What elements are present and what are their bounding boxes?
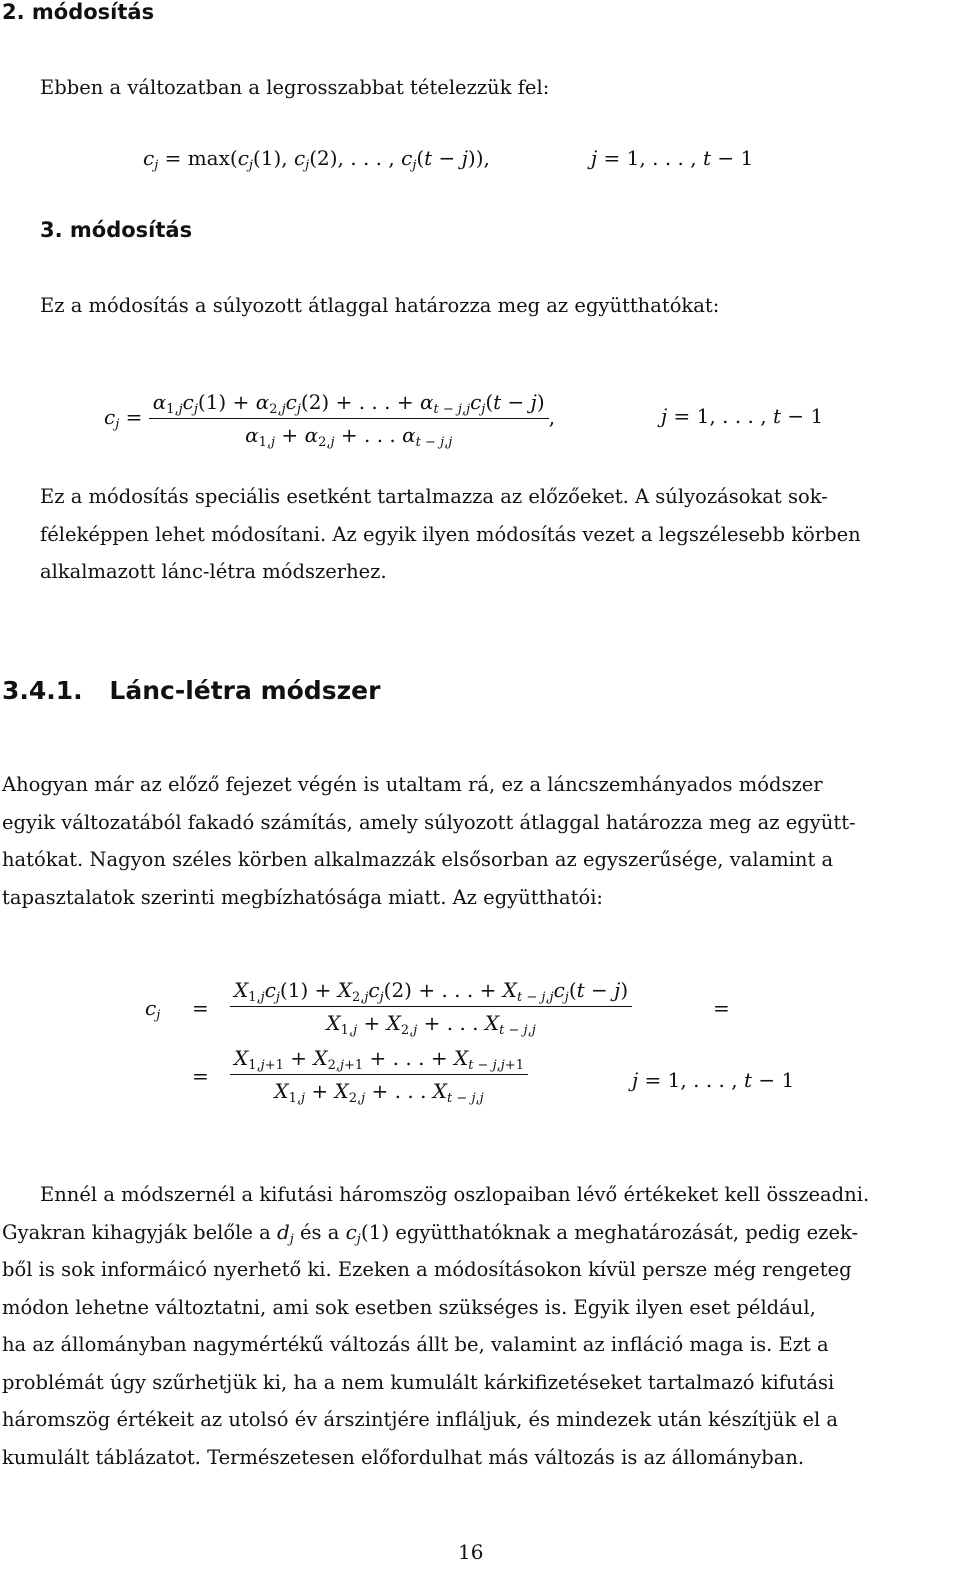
section-heading-3: 3. módosítás (40, 218, 193, 242)
text-line: háromszög értékeit az utolsó év árszintjére infláljuk, és mindezek után készítjük el a (2, 1408, 839, 1431)
equation-max-range: j = 1, . . . , t − 1 (591, 146, 754, 170)
equation-chain-ladder-frac2: $\frac{X_{1,j+1} + X_{2,j+1} + . . . + X_{t - j,j+1}}{X_{1,j} + X_{2,j} + . . . X_{t - j,j}}$ (230, 1046, 528, 1103)
text-line: módon lehetne változtatni, ami sok esetben szükséges is. Egyik ilyen eset például, (2, 1295, 816, 1319)
text-line: Ahogyan már az előző fejezet végén is utaltam rá, ez a láncszemhányados módszer (2, 773, 823, 796)
equation-weighted: $c_j$ = $\frac{\alpha_{1,j}c_j(1) + \alpha_{2,j}c_j(2) + . . . + \alpha_{t - j,j}c_j(t - j)}{\alpha_{1,j} + \alpha_{2,j} + . . . \alpha_{t - j,j}}$ , (104, 390, 556, 450)
text-fragment: Gyakran kihagyják belőle a (2, 1220, 271, 1244)
text-line: alkalmazott lánc-létra módszerhez. (40, 560, 387, 583)
math-cj1: $c_j(1)$ (345, 1219, 390, 1247)
equation-weighted-range: j = 1, . . . , t − 1 (661, 404, 824, 428)
subsection-number: 3.4.1. (2, 676, 83, 705)
intro-text-2: Ebben a változatban a legrosszabbat tételezzük fel: (40, 76, 550, 99)
equation-equals-trailing: = (713, 996, 730, 1020)
text-line: hatókat. Nagyon széles körben alkalmazzák elsősorban az egyszerűsége, valamint a (2, 848, 834, 871)
intro-text-3: Ez a módosítás a súlyozott átlaggal határozza meg az együtthatókat: (40, 294, 720, 317)
equation-chain-ladder-frac1: $\frac{X_{1,j}c_j(1) + X_{2,j}c_j(2) + . . . + X_{t - j,j}c_j(t - j)}{X_{1,j} + X_{2,j} + . . . X_{t - j,j}}$ (230, 978, 632, 1035)
text-fragment: és a (300, 1220, 340, 1244)
text-line: kumulált táblázatot. Természetesen előfordulhat más változás is az állományban. (2, 1445, 805, 1469)
paragraph-final (2, 1176, 944, 1476)
equation-max: $c_j = \max(c_j(1)$, $c_j(2)$, . . . , $c_j(t - j)$), (143, 146, 490, 173)
section-heading-2: 2. módosítás (2, 0, 155, 24)
equation-equals-1: = (192, 996, 209, 1020)
math-dj: $d_j$ (276, 1219, 294, 1247)
subsection-title: Lánc-létra módszer (109, 676, 381, 705)
paragraph-modifications (40, 478, 944, 591)
text-line: féleképpen lehet módosítani. Az egyik ilyen módosítás vezet a legszélesebb körben (40, 522, 861, 546)
text-line: problémát úgy szűrhetjük ki, ha a nem kumulált kárkifizetéseket tartalmazó kifutási (2, 1370, 835, 1394)
text-line: Ez a módosítás speciális esetként tartalmazza az előzőeket. A súlyozásokat sok- (40, 485, 828, 508)
text-line: egyik változatából fakadó számítás, amely súlyozott átlaggal határozza meg az együtt- (2, 810, 856, 834)
equation-equals-2: = (192, 1064, 209, 1088)
text-line: tapasztalatok szerinti megbízhatósága miatt. Az együtthatói: (2, 885, 603, 909)
page-number: 16 (458, 1540, 484, 1564)
text-line: ha az állományban nagymértékű változás állt be, valamint az infláció maga is. Ezt a (2, 1333, 829, 1356)
text-line: Ennél a módszernél a kifutási háromszög oszlopaiban lévő értékeket kell összeadni. (40, 1183, 870, 1206)
equation-chain-ladder-lhs: $c_j$ (145, 996, 161, 1023)
subsection-heading (2, 676, 380, 705)
text-line-inline-math (2, 1214, 944, 1252)
paragraph-chain-ladder (2, 766, 944, 916)
text-line: ből is sok informáicó nyerhető ki. Ezeken a módosításokon kívül persze még rengeteg (2, 1258, 852, 1281)
equation-chain-ladder-range: j = 1, . . . , t − 1 (632, 1068, 795, 1092)
text-fragment: együtthatóknak a meghatározását, pedig ezek- (395, 1220, 859, 1244)
